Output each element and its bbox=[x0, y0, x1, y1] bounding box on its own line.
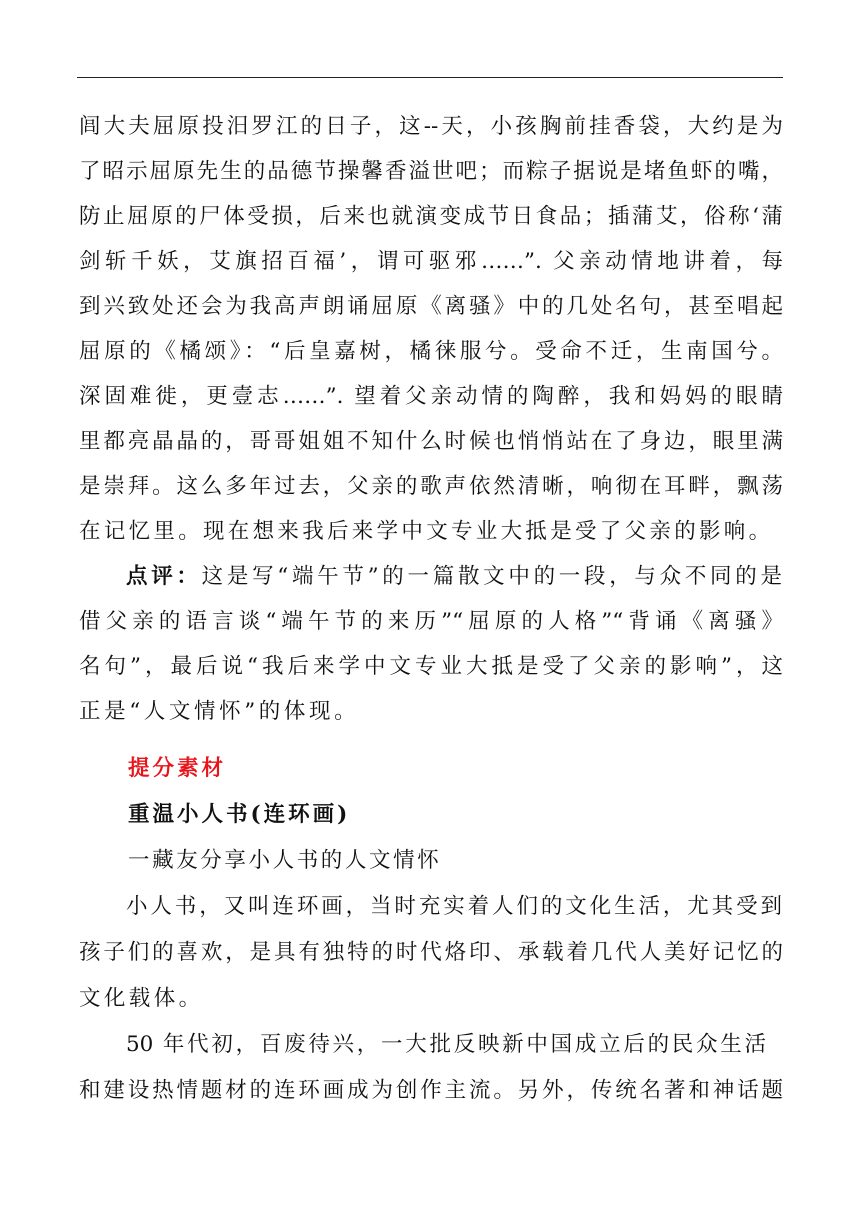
text-line: 小人书，又叫连环画，当时充实着人们的文化生活，尤其受到 bbox=[126, 894, 782, 919]
text-line: 到兴致处还会为我高声朗诵屈原《离骚》中的几处名句，甚至唱起 bbox=[79, 294, 783, 319]
text-line: 屈原的《橘颂》：“后皇嘉树，橘徕服兮。受命不迁，生南国兮。 bbox=[79, 339, 783, 364]
article-subtitle: 一藏友分享小人书的人文情怀 bbox=[128, 848, 442, 873]
text-line: 剑斩千妖，艾旗招百福’，谓可驱邪……”. 父亲动情地讲着，每 bbox=[79, 249, 783, 274]
comment-label: 点评： bbox=[126, 564, 202, 589]
text-line: 在记忆里。现在想来我后来学中文专业大抵是受了父亲的影响。 bbox=[79, 519, 774, 544]
text-line: 和建设热情题材的连环画成为创作主流。另外，传统名著和神话题 bbox=[79, 1078, 783, 1103]
text-line: 了昭示屈原先生的品德节操馨香溢世吧；而粽子据说是堵鱼虾的嘴， bbox=[79, 159, 783, 184]
text-line: 防止屈原的尸体受损，后来也就演变成节日食品；插蒲艾，俗称‘蒲 bbox=[79, 204, 783, 229]
text-line: 正是“人文情怀”的体现。 bbox=[79, 699, 360, 724]
text-line: 名句”，最后说“我后来学中文专业大抵是受了父亲的影响”，这 bbox=[79, 654, 783, 679]
text-line: 深固难徙，更壹志……”. 望着父亲动情的陶醉，我和妈妈的眼睛 bbox=[79, 384, 783, 409]
text-line: 闾大夫屈原投汨罗江的日子，这--天，小孩胸前挂香袋，大约是为 bbox=[79, 114, 783, 139]
header-rule bbox=[77, 77, 783, 78]
text-line: 50 年代初，百废待兴，一大批反映新中国成立后的民众生活 bbox=[126, 1032, 766, 1057]
article-title: 重温小人书(连环画) bbox=[128, 802, 351, 827]
section-heading: 提分素材 bbox=[128, 756, 227, 781]
text-line: 借父亲的语言谈“端午节的来历”“屈原的人格”“背诵《离骚》 bbox=[79, 609, 783, 634]
text-line: 文化载体。 bbox=[79, 986, 204, 1011]
comment-first-line bbox=[126, 557, 782, 597]
comment-text: 这是写“端午节”的一篇散文中的一段，与众不同的是 bbox=[201, 564, 782, 589]
text-line: 里都亮晶晶的，哥哥姐姐不知什么时候也悄悄站在了身边，眼里满 bbox=[79, 429, 783, 454]
text-line: 孩子们的喜欢，是具有独特的时代烙印、承载着几代人美好记忆的 bbox=[79, 940, 783, 965]
text-line: 是崇拜。这么多年过去，父亲的歌声依然清晰，响彻在耳畔，飘荡 bbox=[79, 474, 783, 499]
